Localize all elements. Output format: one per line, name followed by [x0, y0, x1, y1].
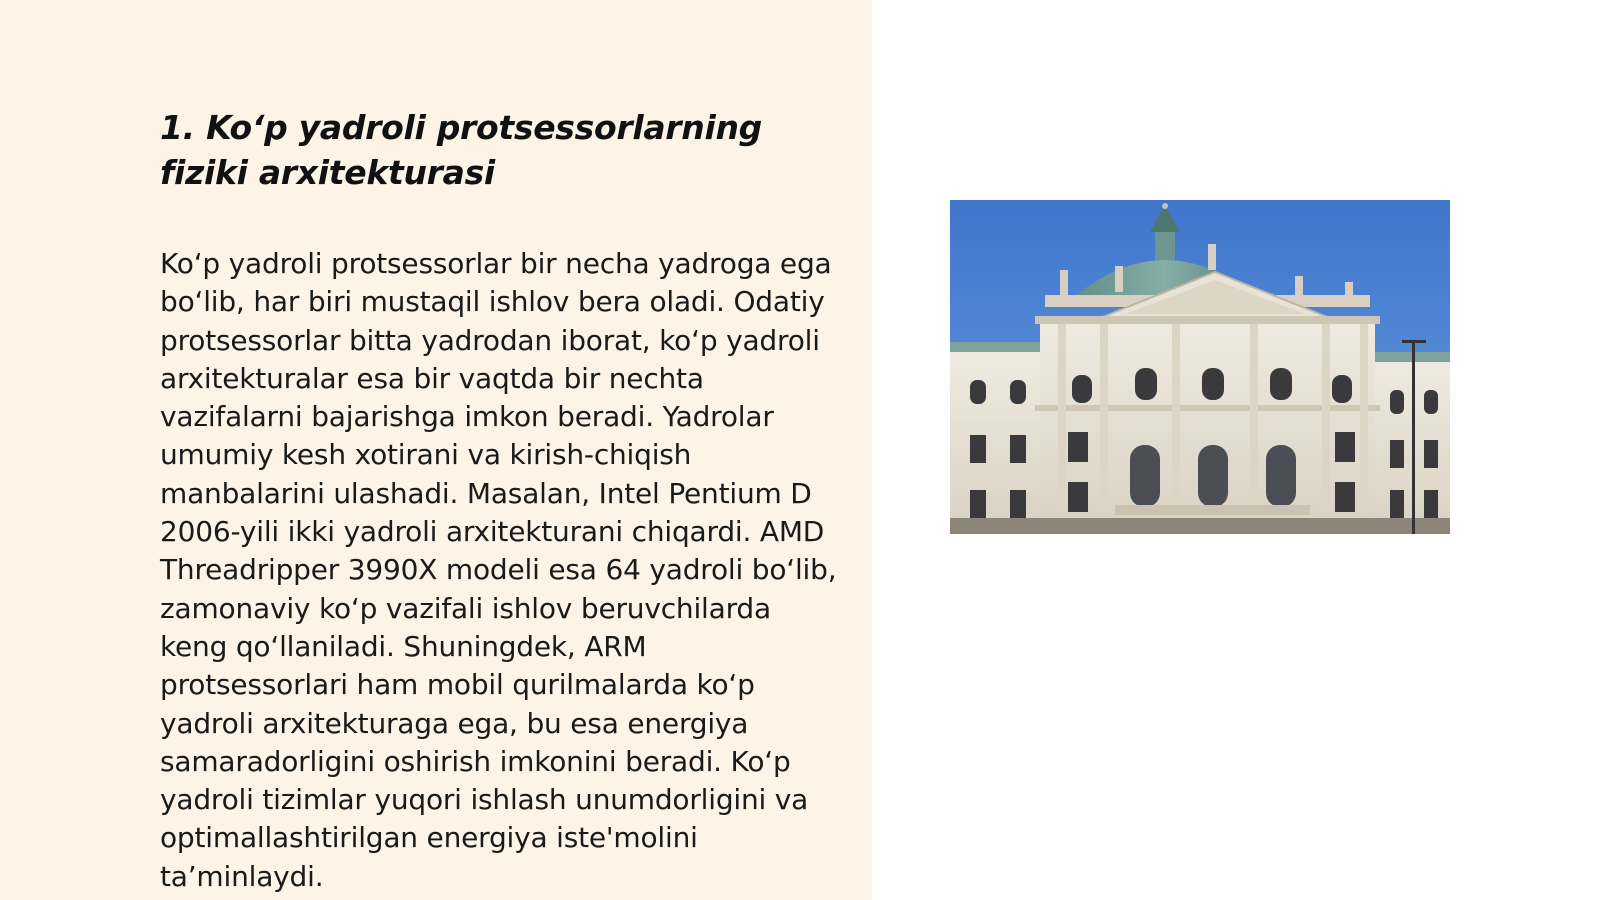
slide-content: [160, 105, 840, 896]
palace-photo: [950, 200, 1450, 534]
slide-body-text: Ko‘p yadroli protsessorlar bir necha yadroga ega bo‘lib, har biri mustaqil ishlov bera oladi. Odatiy protsessorlar bitta yadrodan iborat, ko‘p yadroli arxitekturalar esa bir vaqtda bir nechta vazifalarni bajarishga imkon beradi. Yadrolar umumiy kesh xotirani va kirish-chiqish manbalarini ulashadi. Masalan, Intel Pentium D 2006-yili ikki yadroli arxitekturani chiqardi. AMD Threadripper 3990X modeli esa 64 yadroli bo‘lib, zamonaviy ko‘p vazifali ishlov beruvchilarda keng qo‘llaniladi. Shuningdek, ARM protsessorlari ham mobil qurilmalarda ko‘p yadroli arxitekturaga ega, bu esa energiya samaradorligini oshirish imkonini beradi. Ko‘p yadroli tizimlar yuqori ishlash unumdorligini va optimallashtirilgan energiya iste'molini ta’minlaydi.: [160, 247, 837, 893]
palace-photo-illustration: [950, 200, 1450, 534]
slide-title: 1. Ko‘p yadroli protsessorlarning fiziki arxitekturasi: [160, 108, 763, 192]
